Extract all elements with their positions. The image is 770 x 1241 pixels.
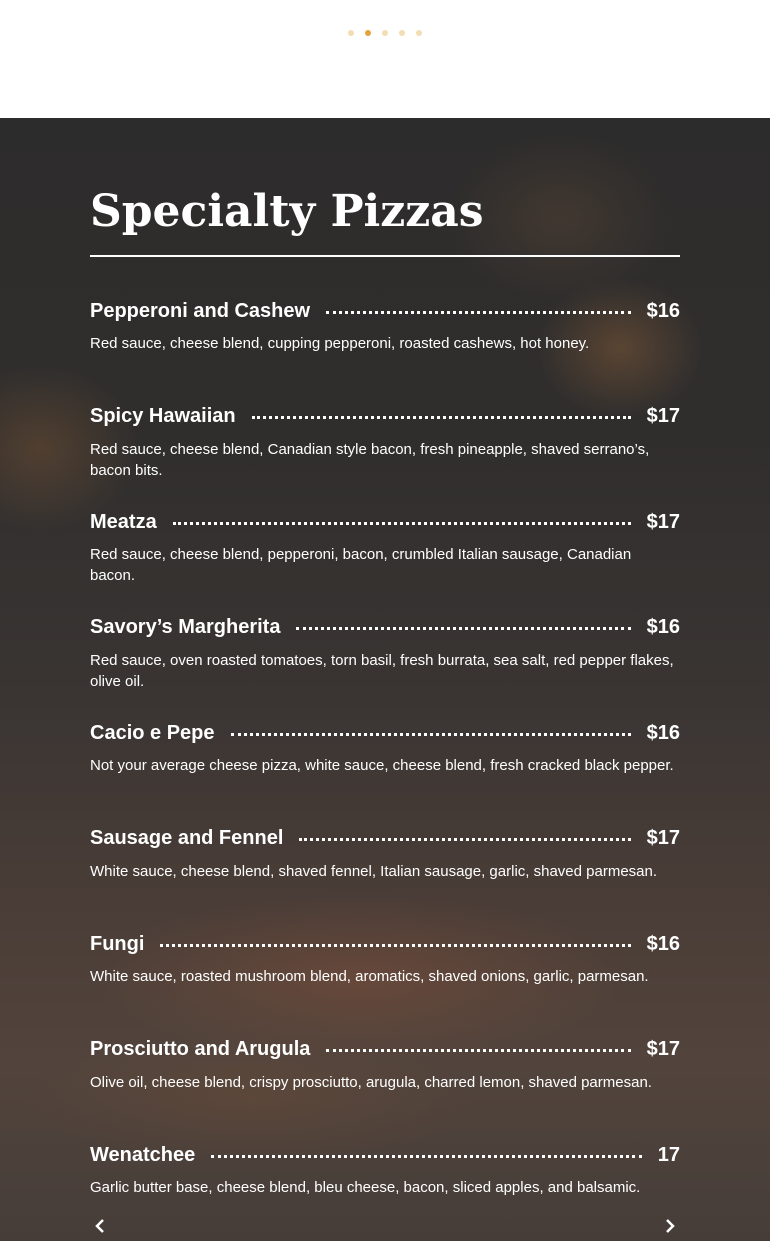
menu-item-description: Not your average cheese pizza, white sauce, cheese blend, fresh cracked black pepper. <box>90 757 674 774</box>
dotted-leader <box>252 416 631 419</box>
menu-item-header <box>90 615 680 641</box>
slider-dot[interactable] <box>348 30 354 36</box>
menu-item-header <box>90 720 680 746</box>
menu-item <box>90 615 680 721</box>
dotted-leader <box>211 1155 642 1158</box>
menu-item <box>90 826 680 932</box>
dotted-leader <box>326 1049 630 1052</box>
slider-dot[interactable] <box>399 30 405 36</box>
menu-item-header <box>90 1142 680 1168</box>
menu-item-description: Red sauce, cheese blend, Canadian style bacon, fresh pineapple, shaved serrano’s, bacon bits. <box>90 440 650 479</box>
menu-item-price: $16 <box>646 616 680 638</box>
menu-item-name: Wenatchee <box>90 1143 196 1166</box>
menu-item-header <box>90 298 680 324</box>
slider-dot[interactable] <box>365 30 371 36</box>
top-section <box>0 0 770 118</box>
menu-item <box>90 404 680 510</box>
menu-item-header <box>90 1037 680 1063</box>
dotted-leader <box>326 311 631 314</box>
menu-item-header <box>90 509 680 535</box>
menu-item-name: Fungi <box>90 932 145 955</box>
menu-item-price: $17 <box>646 1038 680 1060</box>
section-title: Specialty Pizzas <box>90 186 484 237</box>
menu-item-description: Olive oil, cheese blend, crispy prosciutto, arugula, charred lemon, shaved parmesan. <box>90 1073 652 1091</box>
menu-item-description: Red sauce, cheese blend, pepperoni, bacon, crumbled Italian sausage, Canadian bacon. <box>90 546 632 584</box>
prev-slide-button[interactable] <box>93 1218 107 1232</box>
menu-item <box>90 1037 680 1143</box>
menu-item-description: White sauce, cheese blend, shaved fennel, Italian sausage, garlic, shaved parmesan. <box>90 862 658 880</box>
slider-pagination <box>0 30 770 36</box>
menu-item-description: White sauce, roasted mushroom blend, aromatics, shaved onions, garlic, parmesan. <box>90 968 649 985</box>
dotted-leader <box>231 733 631 736</box>
menu-item <box>90 1142 680 1241</box>
chevron-left-icon <box>93 1218 107 1234</box>
menu-item-description: Red sauce, oven roasted tomatoes, torn basil, fresh burrata, sea salt, red pepper flakes, olive oil. <box>90 651 674 690</box>
next-slide-button[interactable] <box>663 1218 677 1232</box>
menu-item-name: Savory’s Margherita <box>90 616 281 638</box>
dotted-leader <box>173 522 631 525</box>
menu-item-price: $17 <box>646 405 680 427</box>
dotted-leader <box>296 627 630 630</box>
menu-item-price: $17 <box>646 827 680 849</box>
dotted-leader <box>160 944 630 947</box>
menu-item <box>90 931 680 1037</box>
menu-item-description: Garlic butter base, cheese blend, bleu cheese, bacon, sliced apples, and balsamic. <box>90 1179 641 1196</box>
dotted-leader <box>299 838 630 841</box>
menu-item-description: Red sauce, cheese blend, cupping pepperoni, roasted cashews, hot honey. <box>90 335 590 352</box>
menu-list <box>90 298 680 1241</box>
menu-item-name: Meatza <box>90 510 157 533</box>
menu-item-name: Spicy Hawaiian <box>90 405 236 427</box>
menu-item-header <box>90 826 680 852</box>
menu-item-name: Cacio e Pepe <box>90 721 215 744</box>
menu-item <box>90 298 680 404</box>
slider-dot[interactable] <box>416 30 422 36</box>
menu-item-price: $17 <box>646 510 680 533</box>
menu-item-header <box>90 931 680 957</box>
menu-item-name: Prosciutto and Arugula <box>90 1038 311 1060</box>
menu-item-name: Pepperoni and Cashew <box>90 299 311 322</box>
slider-dot[interactable] <box>382 30 388 36</box>
specialty-pizzas-section <box>0 118 770 1241</box>
chevron-right-icon <box>663 1218 677 1234</box>
menu-item-header <box>90 404 680 430</box>
menu-item-price: $16 <box>646 299 680 322</box>
menu-item <box>90 720 680 826</box>
menu-item-price: $16 <box>646 932 680 955</box>
menu-item-price: 17 <box>657 1143 680 1166</box>
title-divider <box>90 255 680 257</box>
menu-item-name: Sausage and Fennel <box>90 827 284 849</box>
menu-item-price: $16 <box>646 721 680 744</box>
menu-item <box>90 509 680 615</box>
